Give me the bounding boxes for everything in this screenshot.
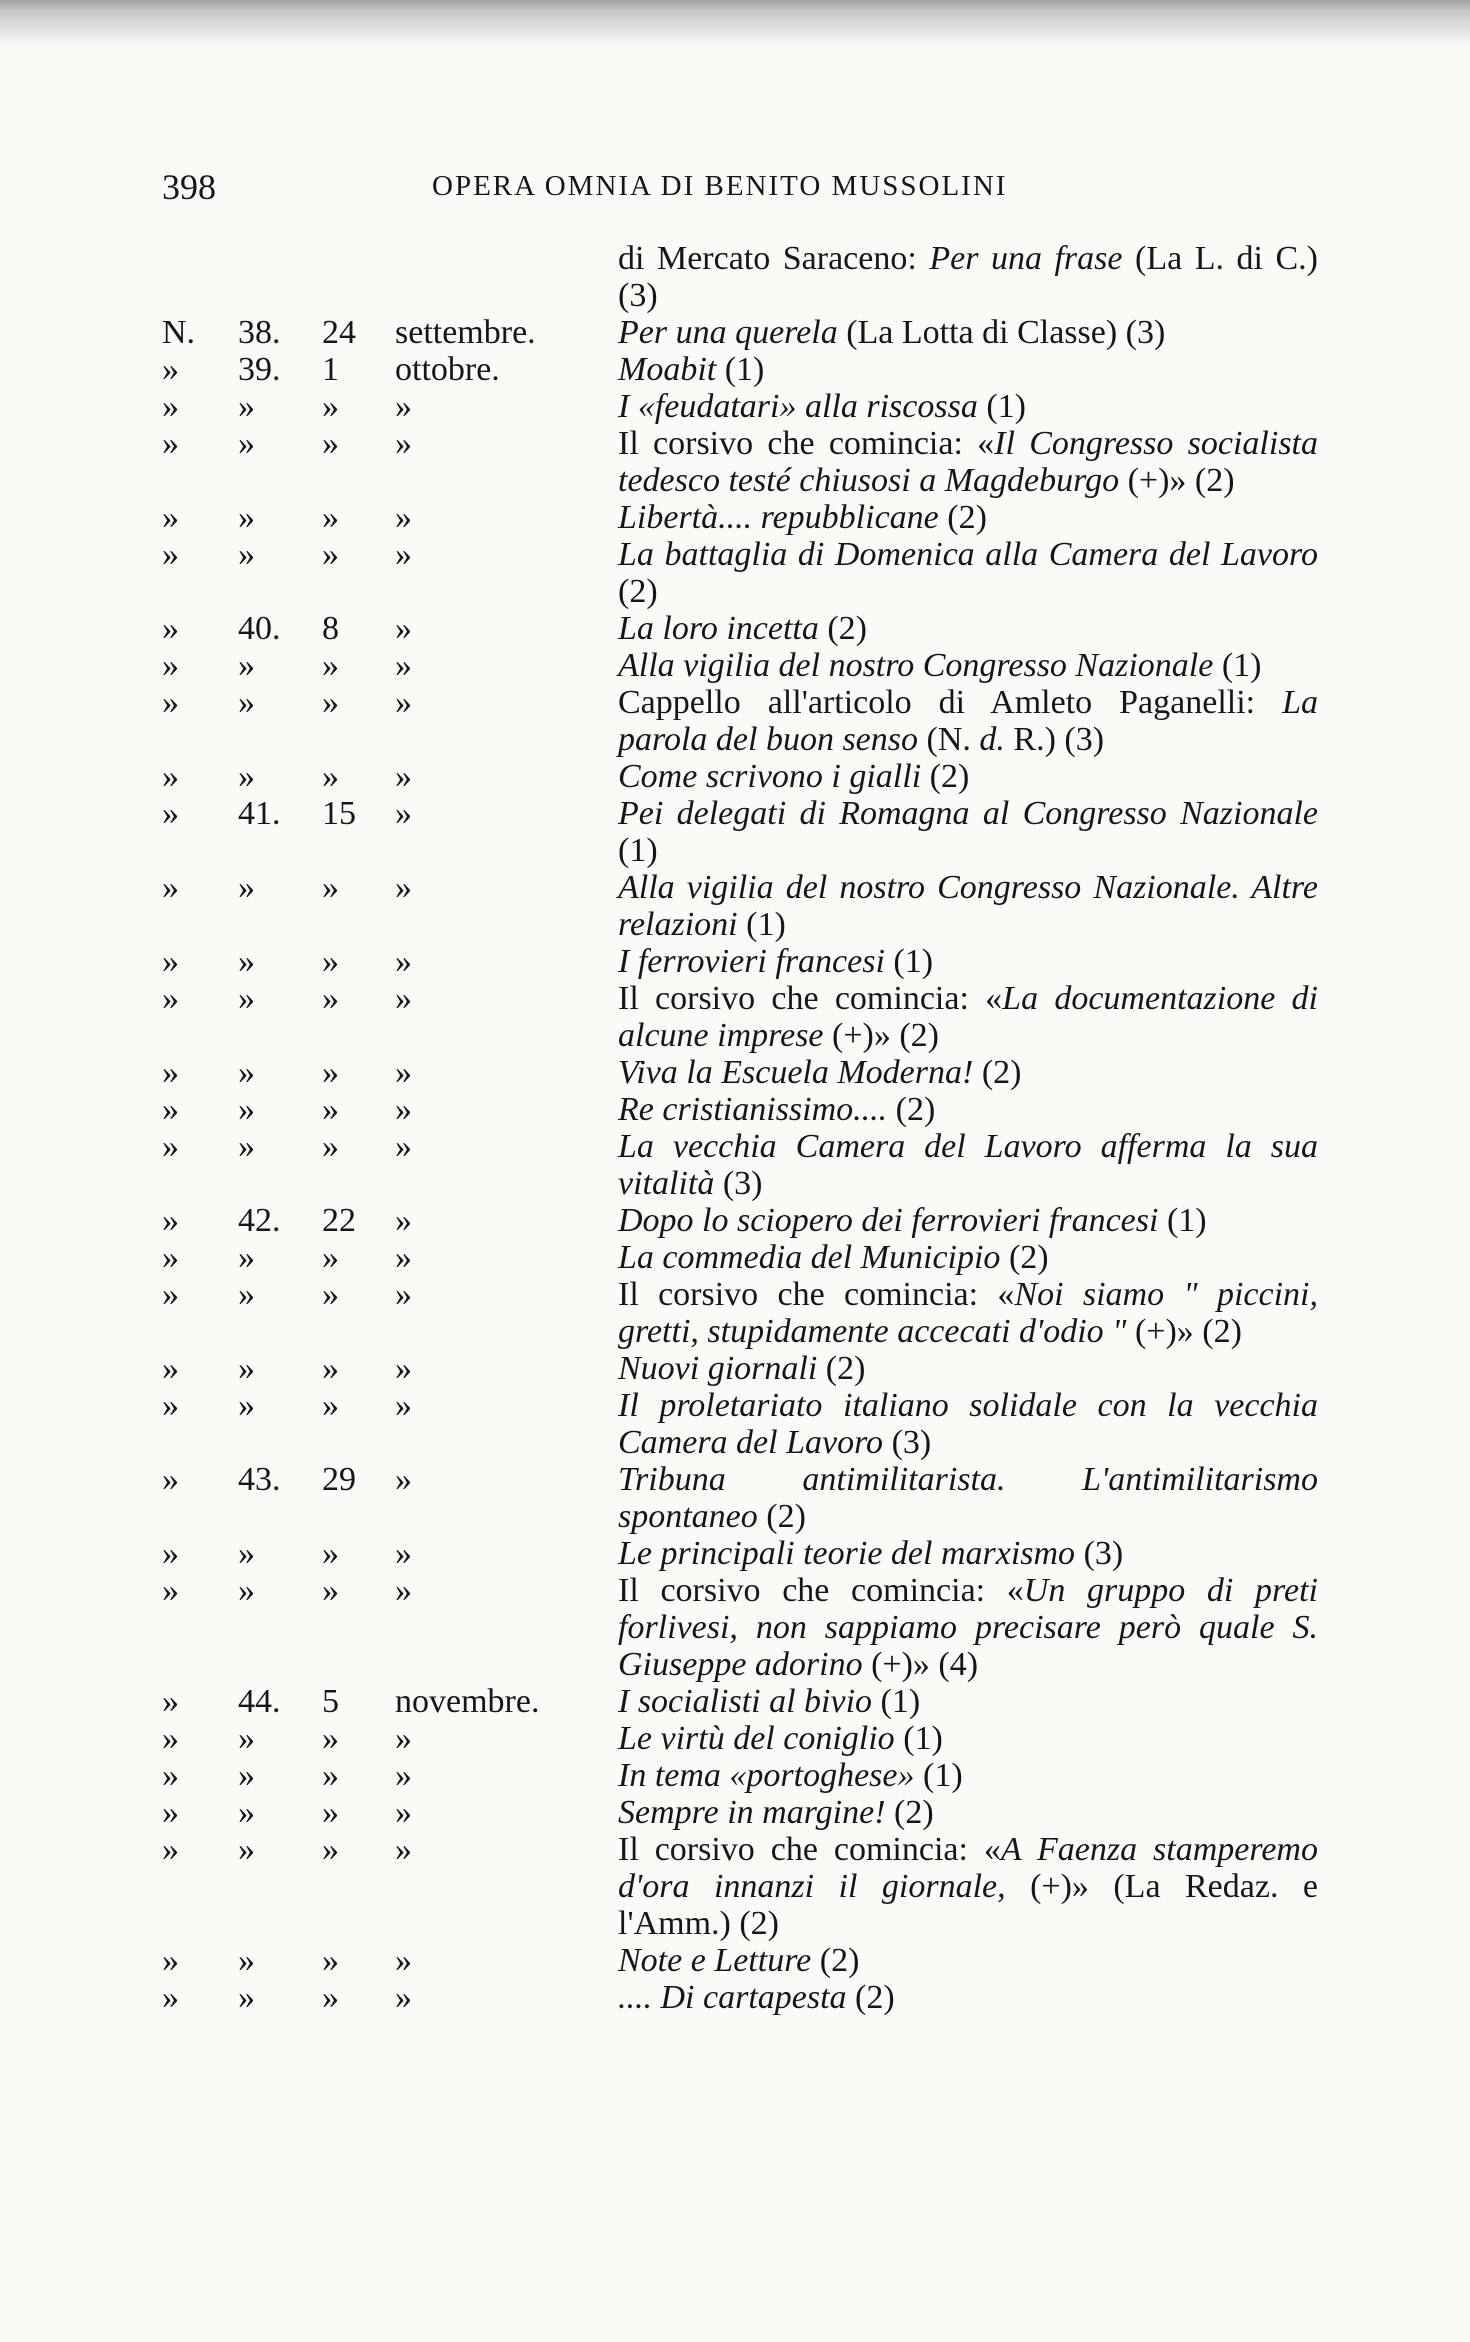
entry-text: (1) <box>1213 647 1262 684</box>
article-entry <box>618 1239 1318 1276</box>
date-month: ottobre. <box>395 351 500 388</box>
date-day: » <box>322 1979 339 2016</box>
article-entry <box>618 1128 1318 1202</box>
entry-text: Il corsivo che comincia: « <box>618 425 995 462</box>
issue-prefix: » <box>162 1683 179 1720</box>
date-day: 1 <box>322 351 339 388</box>
entry-text: di Mercato Saraceno: <box>618 240 930 277</box>
article-title: Le principali teorie del marxismo <box>618 1535 1076 1572</box>
issue-number: » <box>238 1979 255 2016</box>
index-row <box>0 1831 1470 1942</box>
article-title: d. <box>979 721 1005 758</box>
article-entry <box>618 314 1318 351</box>
entry-text: (2) <box>846 1979 895 2016</box>
issue-number: » <box>238 943 255 980</box>
article-title: In tema «portoghese» <box>618 1757 915 1794</box>
index-row <box>0 1794 1470 1831</box>
entry-text: (3) <box>714 1165 763 1202</box>
article-title: .... Di cartapesta <box>618 1979 847 2016</box>
index-row <box>0 351 1470 388</box>
date-month: » <box>395 1794 412 1831</box>
article-title: Note e Letture <box>618 1942 812 1979</box>
article-title: I socialisti al bivio <box>618 1683 873 1720</box>
index-row <box>0 314 1470 351</box>
date-month: » <box>395 388 412 425</box>
issue-prefix: » <box>162 1831 179 1868</box>
issue-number: » <box>238 1091 255 1128</box>
date-month: » <box>395 1350 412 1387</box>
date-day: » <box>322 647 339 684</box>
article-entry <box>618 647 1318 684</box>
index-row <box>0 1979 1470 2016</box>
article-title: I «feudatari» alla riscossa <box>618 388 978 425</box>
issue-prefix: » <box>162 1202 179 1239</box>
issue-prefix: » <box>162 1942 179 1979</box>
entry-text: Il corsivo che comincia: « <box>618 980 1003 1017</box>
issue-number: 43. <box>238 1461 281 1498</box>
date-day: 15 <box>322 795 356 832</box>
article-entry <box>618 1202 1318 1239</box>
index-list <box>0 240 1470 2016</box>
date-month: » <box>395 1942 412 1979</box>
entry-text: (1) <box>872 1683 921 1720</box>
index-row <box>0 1128 1470 1202</box>
date-month: » <box>395 758 412 795</box>
article-title: La loro incetta <box>618 610 819 647</box>
entry-text: (1) <box>737 906 786 943</box>
index-row <box>0 1239 1470 1276</box>
entry-text: Il corsivo che comincia: « <box>618 1831 1001 1868</box>
entry-text: (2) <box>973 1054 1022 1091</box>
issue-prefix: » <box>162 1535 179 1572</box>
issue-number: » <box>238 388 255 425</box>
date-day: » <box>322 1831 339 1868</box>
index-row <box>0 943 1470 980</box>
date-month: » <box>395 1091 412 1128</box>
entry-text: (3) <box>1075 1535 1124 1572</box>
article-entry <box>618 388 1318 425</box>
article-entry <box>618 1683 1318 1720</box>
article-entry <box>618 1535 1318 1572</box>
index-row <box>0 647 1470 684</box>
index-row <box>0 869 1470 943</box>
issue-number: » <box>238 1720 255 1757</box>
entry-text: (1) <box>1158 1202 1207 1239</box>
article-entry <box>618 1461 1318 1535</box>
date-month: settembre. <box>395 314 536 351</box>
issue-number: » <box>238 1535 255 1572</box>
article-title: La commedia del Municipio <box>618 1239 1001 1276</box>
issue-number: 38. <box>238 314 281 351</box>
article-entry <box>618 1720 1318 1757</box>
article-entry <box>618 1942 1318 1979</box>
date-day: 22 <box>322 1202 356 1239</box>
index-row <box>0 980 1470 1054</box>
entry-text: (+)» (2) <box>823 1017 939 1054</box>
article-title: Il Congresso socialista tedesco testé chiusosi a Magdeburgo <box>618 425 1318 499</box>
article-title: Sempre in margine! <box>618 1794 886 1831</box>
issue-number: » <box>238 499 255 536</box>
issue-prefix: » <box>162 1128 179 1165</box>
index-row <box>0 240 1470 314</box>
date-month: » <box>395 943 412 980</box>
scan-edge-shadow <box>0 0 1470 46</box>
issue-prefix: » <box>162 425 179 462</box>
issue-prefix: » <box>162 388 179 425</box>
date-month: » <box>395 795 412 832</box>
issue-number: 44. <box>238 1683 281 1720</box>
entry-text: (1) <box>618 832 658 869</box>
article-title: La parola del buon senso <box>618 684 1318 758</box>
article-title: Pei delegati di Romagna al Congresso Nazionale <box>618 795 1318 832</box>
article-title: Le virtù del coniglio <box>618 1720 895 1757</box>
article-entry <box>618 684 1318 758</box>
date-day: 29 <box>322 1461 356 1498</box>
issue-number: 41. <box>238 795 281 832</box>
article-title: Il proletariato italiano solidale con la vecchia Camera del Lavoro <box>618 1387 1318 1461</box>
date-day: » <box>322 1757 339 1794</box>
issue-number: » <box>238 1572 255 1609</box>
issue-number: » <box>238 869 255 906</box>
article-title: Nuovi giornali <box>618 1350 818 1387</box>
article-title: Un gruppo di preti forlivesi, non sappiamo precisare però quale S. Giuseppe adorino <box>618 1572 1318 1683</box>
issue-number: » <box>238 1128 255 1165</box>
article-entry <box>618 1387 1318 1461</box>
index-row <box>0 388 1470 425</box>
article-title: A Faenza stamperemo d'ora innanzi il giornale, <box>618 1831 1318 1905</box>
index-row <box>0 1387 1470 1461</box>
issue-number: » <box>238 1054 255 1091</box>
article-entry <box>618 240 1318 314</box>
article-entry <box>618 1979 1318 2016</box>
issue-number: » <box>238 684 255 721</box>
index-row <box>0 684 1470 758</box>
entry-text: (1) <box>977 388 1026 425</box>
index-row <box>0 1572 1470 1683</box>
issue-number: » <box>238 980 255 1017</box>
issue-number: » <box>238 758 255 795</box>
issue-prefix: » <box>162 1979 179 2016</box>
issue-prefix: » <box>162 1239 179 1276</box>
index-row <box>0 758 1470 795</box>
article-title: Noi siamo " piccini, gretti, stupidamente accecati d'odio " <box>618 1276 1319 1350</box>
date-day: 5 <box>322 1683 339 1720</box>
entry-text: R.) (3) <box>1004 721 1105 758</box>
article-title: Alla vigilia del nostro Congresso Nazionale. Altre relazioni <box>618 869 1318 943</box>
article-entry <box>618 536 1318 610</box>
page-number: 398 <box>162 167 216 207</box>
entry-text: Il corsivo che comincia: « <box>618 1572 1024 1609</box>
date-day: » <box>322 1572 339 1609</box>
article-entry <box>618 1276 1318 1350</box>
article-title: Come scrivono i gialli <box>618 758 922 795</box>
issue-prefix: » <box>162 1757 179 1794</box>
entry-text: (1) <box>884 943 934 980</box>
article-title: Re cristianissimo.... <box>618 1091 888 1128</box>
article-entry <box>618 943 1318 980</box>
issue-number: » <box>238 1942 255 1979</box>
article-entry <box>618 1054 1318 1091</box>
entry-text: (N. <box>918 721 980 758</box>
date-day: » <box>322 1942 339 1979</box>
date-month: » <box>395 869 412 906</box>
entry-text: (1) <box>894 1720 943 1757</box>
entry-text: (+)» (2) <box>1126 1313 1242 1350</box>
article-entry <box>618 610 1318 647</box>
entry-text: (La Lotta di Classe) (3) <box>837 314 1166 351</box>
date-month: » <box>395 980 412 1017</box>
issue-prefix: » <box>162 499 179 536</box>
entry-text: (2) <box>817 1350 866 1387</box>
index-row <box>0 1461 1470 1535</box>
issue-prefix: » <box>162 684 179 721</box>
entry-text: (+)» (2) <box>1119 462 1235 499</box>
issue-prefix: » <box>162 1276 179 1313</box>
date-month: » <box>395 536 412 573</box>
date-day: » <box>322 1387 339 1424</box>
article-entry <box>618 1794 1318 1831</box>
index-row <box>0 1720 1470 1757</box>
entry-text: (1) <box>716 351 765 388</box>
article-entry <box>618 499 1318 536</box>
date-month: » <box>395 1239 412 1276</box>
article-title: Per una frase <box>929 240 1123 277</box>
issue-prefix: » <box>162 758 179 795</box>
issue-prefix: » <box>162 1091 179 1128</box>
entry-text: (2) <box>938 499 987 536</box>
entry-text: (2) <box>811 1942 860 1979</box>
entry-text: (+)» (La Redaz. e l'Amm.) (2) <box>618 1868 1319 1942</box>
issue-number: » <box>238 1239 255 1276</box>
date-day: » <box>322 1239 339 1276</box>
issue-number: » <box>238 1387 255 1424</box>
index-row <box>0 1942 1470 1979</box>
entry-text: (2) <box>885 1794 934 1831</box>
date-month: » <box>395 1202 412 1239</box>
article-entry <box>618 1757 1318 1794</box>
date-month: » <box>395 1979 412 2016</box>
entry-text: (2) <box>818 610 868 647</box>
article-title: Per una querela <box>618 314 838 351</box>
entry-text: (2) <box>618 573 658 610</box>
article-title: Libertà.... repubblicane <box>618 499 939 536</box>
date-month: » <box>395 1054 412 1091</box>
issue-number: » <box>238 1757 255 1794</box>
issue-prefix: » <box>162 1350 179 1387</box>
date-month: » <box>395 1831 412 1868</box>
date-month: novembre. <box>395 1683 540 1720</box>
date-day: » <box>322 425 339 462</box>
date-month: » <box>395 610 412 647</box>
article-title: Viva la Escuela Moderna! <box>618 1054 974 1091</box>
article-entry <box>618 1350 1318 1387</box>
issue-prefix: » <box>162 795 179 832</box>
index-row <box>0 795 1470 869</box>
index-row <box>0 1757 1470 1794</box>
date-month: » <box>395 499 412 536</box>
date-month: » <box>395 1572 412 1609</box>
issue-prefix: » <box>162 943 179 980</box>
index-row <box>0 1276 1470 1350</box>
index-row <box>0 425 1470 499</box>
entry-text: (2) <box>921 758 970 795</box>
date-day: » <box>322 1350 339 1387</box>
date-day: » <box>322 943 339 980</box>
index-row <box>0 499 1470 536</box>
article-title: La documentazione di alcune imprese <box>618 980 1318 1054</box>
date-day: » <box>322 1535 339 1572</box>
date-month: » <box>395 1128 412 1165</box>
index-row <box>0 1683 1470 1720</box>
issue-number: » <box>238 536 255 573</box>
issue-prefix: » <box>162 869 179 906</box>
page-header <box>162 166 1312 216</box>
article-title: Moabit <box>618 351 717 388</box>
article-title: Dopo lo sciopero dei ferrovieri francesi <box>618 1202 1159 1239</box>
index-row <box>0 610 1470 647</box>
issue-number: 40. <box>238 610 281 647</box>
issue-number: » <box>238 1831 255 1868</box>
date-month: » <box>395 1757 412 1794</box>
index-row <box>0 1202 1470 1239</box>
date-day: » <box>322 1720 339 1757</box>
issue-number: » <box>238 1276 255 1313</box>
index-row <box>0 1054 1470 1091</box>
issue-prefix: » <box>162 1054 179 1091</box>
article-entry <box>618 1091 1318 1128</box>
article-entry <box>618 758 1318 795</box>
date-month: » <box>395 1720 412 1757</box>
article-entry <box>618 869 1318 943</box>
entry-text: (3) <box>883 1424 932 1461</box>
date-day: » <box>322 499 339 536</box>
entry-text: (2) <box>887 1091 936 1128</box>
article-title: Tribuna antimilitarista. L'antimilitarismo spontaneo <box>618 1461 1318 1535</box>
issue-prefix: » <box>162 536 179 573</box>
issue-number: » <box>238 647 255 684</box>
article-entry <box>618 1831 1318 1942</box>
issue-prefix: » <box>162 1387 179 1424</box>
index-row <box>0 536 1470 610</box>
date-day: » <box>322 980 339 1017</box>
running-title: OPERA OMNIA DI BENITO MUSSOLINI <box>432 170 1008 202</box>
date-day: » <box>322 1091 339 1128</box>
article-entry <box>618 795 1318 869</box>
article-title: La vecchia Camera del Lavoro afferma la sua vitalità <box>618 1128 1318 1202</box>
entry-text: (+)» (4) <box>862 1646 979 1683</box>
article-title: La battaglia di Domenica alla Camera del Lavoro <box>618 536 1318 573</box>
issue-prefix: » <box>162 647 179 684</box>
date-month: » <box>395 647 412 684</box>
issue-prefix: » <box>162 980 179 1017</box>
issue-prefix: N. <box>162 314 196 351</box>
date-month: » <box>395 425 412 462</box>
article-entry <box>618 980 1318 1054</box>
article-title: I ferrovieri francesi <box>618 943 885 980</box>
date-day: » <box>322 1054 339 1091</box>
date-day: » <box>322 684 339 721</box>
entry-text: (2) <box>1000 1239 1049 1276</box>
issue-prefix: » <box>162 351 179 388</box>
date-day: » <box>322 388 339 425</box>
index-row <box>0 1091 1470 1128</box>
issue-number: » <box>238 1350 255 1387</box>
date-day: » <box>322 536 339 573</box>
issue-number: 39. <box>238 351 281 388</box>
date-day: » <box>322 1794 339 1831</box>
issue-prefix: » <box>162 1794 179 1831</box>
issue-prefix: » <box>162 1461 179 1498</box>
article-entry <box>618 1572 1318 1683</box>
date-day: 24 <box>322 314 356 351</box>
entry-text: (2) <box>757 1498 806 1535</box>
date-day: » <box>322 869 339 906</box>
article-title: Alla vigilia del nostro Congresso Nazionale <box>618 647 1214 684</box>
date-month: » <box>395 1461 412 1498</box>
date-day: » <box>322 1128 339 1165</box>
issue-prefix: » <box>162 610 179 647</box>
date-month: » <box>395 1535 412 1572</box>
date-day: » <box>322 758 339 795</box>
entry-text: Il corsivo che comincia: « <box>618 1276 1015 1313</box>
entry-text: (1) <box>914 1757 963 1794</box>
issue-number: 42. <box>238 1202 281 1239</box>
entry-text: Cappello all'articolo di Amleto Paganelli: <box>618 684 1283 721</box>
issue-number: » <box>238 425 255 462</box>
date-month: » <box>395 684 412 721</box>
issue-prefix: » <box>162 1720 179 1757</box>
article-entry <box>618 351 1318 388</box>
issue-number: » <box>238 1794 255 1831</box>
date-month: » <box>395 1276 412 1313</box>
date-day: » <box>322 1276 339 1313</box>
index-row <box>0 1350 1470 1387</box>
article-entry <box>618 425 1318 499</box>
issue-prefix: » <box>162 1572 179 1609</box>
date-day: 8 <box>322 610 339 647</box>
entry-text: (La L. di C.) (3) <box>618 240 1319 314</box>
date-month: » <box>395 1387 412 1424</box>
index-row <box>0 1535 1470 1572</box>
